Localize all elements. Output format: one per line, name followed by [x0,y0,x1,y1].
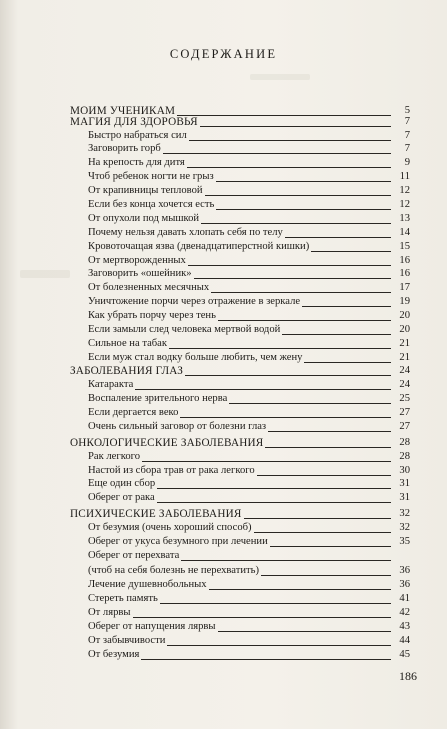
toc-entry-title: От крапивницы тепловой [88,185,203,196]
toc-entry [88,378,410,391]
toc-entry-title: ЗАБОЛЕВАНИЯ ГЛАЗ [70,365,184,377]
toc-entry [88,295,410,308]
toc-entry-page: 32 [399,508,410,519]
toc-entry [88,226,410,239]
toc-entry-title: МОИМ УЧЕНИКАМ [70,105,176,117]
toc-section-heading [70,436,410,449]
underline-rule [157,487,391,489]
toc-entry-title: Уничтожение порчи через отражение в зеркале [88,296,301,307]
underline-rule [257,474,391,476]
underline-rule [205,194,391,196]
underline-rule [181,559,391,561]
underline-rule [268,430,391,432]
toc-entry-page: 30 [399,465,410,476]
toc-entry-title: ПСИХИЧЕСКИЕ ЗАБОЛЕВАНИЯ [70,508,242,520]
underline-rule [141,658,391,660]
toc-entry-page: 7 [404,143,410,154]
underline-rule [302,305,391,307]
toc-entry [88,491,410,504]
toc-entry-page: 12 [399,199,410,210]
underline-rule [311,250,391,252]
toc-entry [88,267,410,280]
toc-entry-title: Кровоточащая язва (двенадцатиперстной кишки) [88,241,310,252]
toc-entry-title: Чтоб ребенок ногти не грыз [88,171,214,182]
toc-entry-page: 43 [399,621,410,632]
toc-entry [88,477,410,490]
toc-entry-title: Еще один сбор [88,478,156,489]
bleed-through-mark [20,270,70,278]
underline-rule [211,291,391,293]
toc-entry [88,606,410,619]
toc-entry-page: 35 [399,536,410,547]
toc-entry-title: От мертворожденных [88,255,186,266]
underline-rule [282,333,391,335]
toc-entry-page: 14 [399,227,410,238]
toc-entry-title: Быстро набраться сил [88,130,187,141]
toc-entry-page: 13 [399,213,410,224]
underline-rule [304,361,391,363]
underline-rule [216,208,391,210]
toc-entry-page: 9 [404,157,410,168]
toc-entry-title: Оберег от рака [88,492,155,503]
underline-rule [261,574,391,576]
toc-entry [88,450,410,463]
underline-rule [180,416,391,418]
toc-entry-title: МАГИЯ ДЛЯ ЗДОРОВЬЯ [70,116,198,128]
underline-rule [188,264,391,266]
toc-entry-title: От лярвы [88,607,131,618]
underline-rule [200,125,391,127]
toc-entry [88,240,410,253]
toc-entry-page: 28 [399,451,410,462]
toc-entry-title: ОНКОЛОГИЧЕСКИЕ ЗАБОЛЕВАНИЯ [70,437,264,449]
toc-entry-page: 19 [399,296,410,307]
toc-entry-page: 27 [399,421,410,432]
toc-entry-page: 28 [399,437,410,448]
toc-entry [88,521,410,534]
toc-entry-page: 32 [399,522,410,533]
toc-entry [88,578,410,591]
toc-entry-page: 45 [399,649,410,660]
toc-entry-title: Если муж стал водку больше любить, чем жену [88,352,303,363]
toc-entry [88,184,410,197]
toc-section-heading [70,507,410,520]
toc-section-heading [70,364,410,377]
toc-entry-title: Заговорить горб [88,143,161,154]
toc-entry-page: 25 [399,393,410,404]
toc-entry-title: Оберег от перехвата [88,550,180,561]
toc-entry [88,170,410,183]
toc-entry-title: Если замыли след человека мертвой водой [88,324,281,335]
toc-entry-title: Почему нельзя давать хлопать себя по телу [88,227,283,238]
toc-entry [88,212,410,225]
toc-entry-title: От болезненных месячных [88,282,210,293]
toc-entry [88,549,410,562]
toc-entry-title: Как убрать порчу через тень [88,310,216,321]
toc-entry-title: От забывчивости [88,635,166,646]
toc-entry-title: Лечение душевнобольных [88,579,207,590]
toc-entry-page: 16 [399,255,410,266]
underline-rule [187,166,391,168]
toc-entry-page: 5 [404,105,410,116]
toc-entry-title: От опухоли под мышкой [88,213,200,224]
underline-rule [244,517,391,519]
toc-entry [88,323,410,336]
toc-entry [88,406,410,419]
toc-entry-title: Оберег от напущения лярвы [88,621,216,632]
toc-entry-page: 36 [399,579,410,590]
toc-entry-page: 20 [399,324,410,335]
underline-rule [201,222,391,224]
underline-rule [218,319,391,321]
toc-entry [88,281,410,294]
toc-entry [88,592,410,605]
toc-entry-page: 41 [399,593,410,604]
toc-entry-title: Сильное на табак [88,338,168,349]
underline-rule [157,501,391,503]
page-title: СОДЕРЖАНИЕ [169,47,278,61]
toc-entry [88,564,410,577]
toc-entry-title: Если дергается веко [88,407,179,418]
toc-section-heading [70,115,410,128]
toc-entry-title: Воспаление зрительного нерва [88,393,228,404]
toc-entry [88,254,410,267]
toc-entry-title: Настой из сбора трав от рака легкого [88,465,255,476]
toc-entry [88,351,410,364]
underline-rule [229,402,391,404]
underline-rule [160,602,391,604]
underline-rule [209,588,391,590]
underline-rule [142,460,391,462]
toc-entry [88,309,410,322]
underline-rule [185,374,391,376]
toc-entry-page: 20 [399,310,410,321]
underline-rule [133,616,391,618]
underline-rule [167,644,391,646]
toc-entry-page: 42 [399,607,410,618]
toc-entry-title: Если без конца хочется есть [88,199,215,210]
toc-entry-page: 21 [399,352,410,363]
underline-rule [169,347,391,349]
underline-rule [285,236,391,238]
toc-entry-page: 36 [399,565,410,576]
toc-entry-page: 15 [399,241,410,252]
toc-entry [88,337,410,350]
toc-entry-page: 21 [399,338,410,349]
underline-rule [254,531,391,533]
toc-entry-page: 16 [399,268,410,279]
underline-rule [135,388,391,390]
underline-rule [163,152,391,154]
toc-entry-title: От безумия [88,649,140,660]
underline-rule [270,545,391,547]
underline-rule [189,139,391,141]
toc-entry-page: 7 [404,116,410,127]
underline-rule [218,630,391,632]
toc-entry-page: 11 [399,171,410,182]
underline-rule [265,446,391,448]
toc-entry-page: 27 [399,407,410,418]
toc-entry-page: 31 [399,478,410,489]
toc-entry [88,129,410,142]
toc-entry-page: 24 [399,379,410,390]
toc-entry-page: 44 [399,635,410,646]
toc-entry-page: 7 [404,130,410,141]
toc-entry-title: Стереть память [88,593,158,604]
toc-entry-page: 12 [399,185,410,196]
toc-entry [88,142,410,155]
toc-entry-page: 24 [399,365,410,376]
toc-entry [88,156,410,169]
toc-entry [88,392,410,405]
toc-entry-title: Оберег от укуса безумного при лечении [88,536,268,547]
underline-rule [216,180,391,182]
toc-entry-page: 31 [399,492,410,503]
toc-entry-title: Заговорить «ошейник» [88,268,192,279]
toc-entry [88,464,410,477]
toc-entry [88,620,410,633]
toc-entry [88,535,410,548]
toc-entry [88,420,410,433]
toc-entry [88,198,410,211]
toc-entry-title: Очень сильный заговор от болезни глаз [88,421,267,432]
bleed-through-mark [250,74,310,80]
toc-entry-title: Катаракта [88,379,134,390]
toc-entry [88,634,410,647]
underline-rule [194,277,391,279]
toc-entry-title: От безумия (очень хороший способ) [88,522,252,533]
page-number: 186 [399,669,417,683]
toc-entry-title: На крепость для дитя [88,157,185,168]
toc-entry-title: (чтоб на себя болезнь не перехватить) [88,565,260,576]
toc-entry-title: Рак легкого [88,451,141,462]
toc-entry [88,648,410,661]
toc-entry-page: 17 [399,282,410,293]
